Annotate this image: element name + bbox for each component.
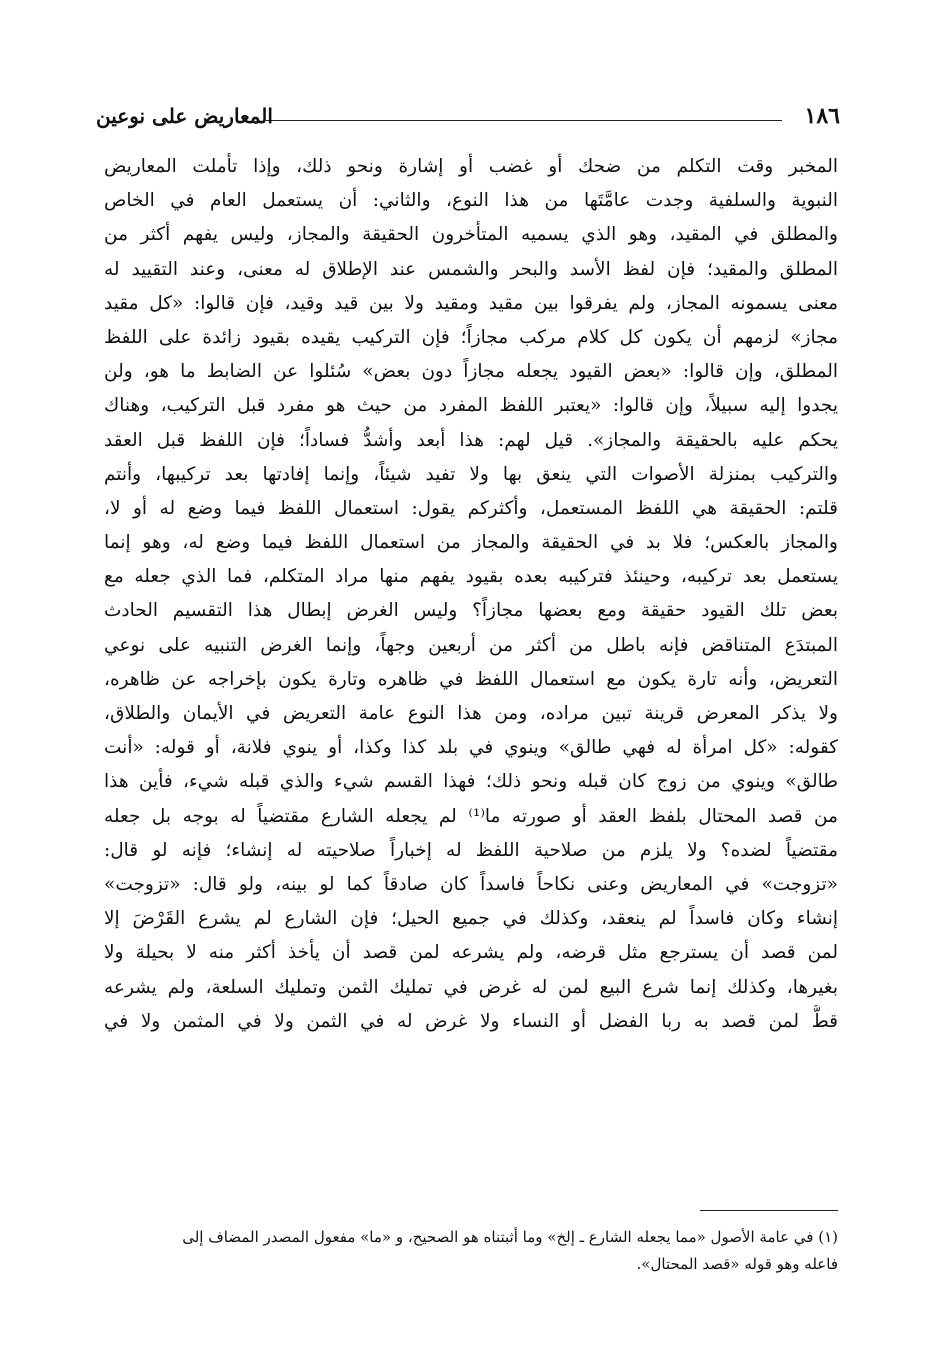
- text-line: المطلق، وإن قالوا: «بعض القيود يجعله مجازاً دون بعض» سُئلوا عن الضابط ما هو، ولن: [104, 361, 838, 383]
- text-line: يستعمل بعد تركيبه، وحينئذ فتركيبه بعده بقيود يفهم منها مراد المتكلم، فما الذي جعله مع: [104, 566, 838, 588]
- text-line: المخبر وقت التكلم من ضحك أو غضب أو إشارة ونحو ذلك، وإذا تأملت المعاريض: [104, 156, 838, 177]
- footnote-line: (١) في عامة الأصول «مما يجعله الشارع ـ إلخ» وما أثبتناه هو الصحيح، و «ما» مفعول المصدر المضاف إلى: [182, 1228, 838, 1246]
- text-line: قلتم: الحقيقة هي اللفظ المستعمل، وأكثركم يقول: استعمال اللفظ فيما وضع له أو لا،: [104, 497, 838, 519]
- main-text: [104, 150, 838, 1039]
- text-line: مقتضياً لضده؟ ولا يلزم من صلاحية اللفظ له إخباراً صلاحيته له إنشاء؛ فإنه لو قال:: [104, 839, 838, 861]
- footnote-rule: [700, 1210, 838, 1211]
- header-rule: [266, 120, 782, 121]
- text-line: لمن قصد أن يسترجع مثل قرضه، ولم يشرعه لمن قصد أن يأخذ أكثر منه لا بحيلة ولا: [104, 942, 838, 964]
- text-line: والتركيب بمنزلة الأصوات التي ينعق بها ولا تفيد شيئاً، وإنما إفادتها بعد تركيبها، وأنتم: [104, 463, 838, 485]
- page-number: ١٨٦: [804, 103, 840, 129]
- text-line: النبوية والسلفية وجدت عامَّتَها من هذا النوع، والثاني: أن يستعمل العام في الخاص: [104, 190, 838, 212]
- text-line: من قصد المحتال بلفظ العقد أو صورته ما⁽¹⁾ لم يجعله الشارع مقتضياً له بوجه بل جعله: [104, 805, 838, 827]
- text-line: التعريض، وأنه تارة يكون مع استعمال اللفظ في ظاهره وتارة يكون بإخراجه عن ظاهره،: [104, 668, 838, 690]
- text-line: طالق» وينوي من زوج كان قبله ونحو ذلك؛ فهذا القسم شيء والذي قبله شيء، فأين هذا: [104, 771, 838, 793]
- text-line: ولا يذكر المعرض قرينة تبين مراده، ومن هذا النوع عامة التعريض في الأيمان والطلاق،: [104, 703, 838, 724]
- text-line: يجدوا إليه سبيلاً، وإن قالوا: «يعتبر اللفظ المفرد من حيث هو مفرد قبل التركيب، وهناك: [104, 395, 838, 417]
- text-line: «تزوجت» في المعاريض وعنى نكاحاً فاسداً كان صادقاً كما لو بينه، ولو قال: «تزوجت»: [104, 873, 838, 895]
- text-line: قطُّ لمن قصد به ربا الفضل أو النساء ولا غرض له في الثمن ولا في المثمن ولا في: [104, 1010, 838, 1032]
- text-line: بغيرها، وكذلك إنما شرع البيع لمن له غرض في تمليك الثمن وتمليك السلعة، ولم يشرعه: [104, 976, 838, 998]
- text-line: والمجاز بالعكس؛ فلا بد في الحقيقة والمجاز من استعمال اللفظ فيما وضع له، وهو إنما: [104, 532, 838, 554]
- text-line: مجاز» لزمهم أن يكون كل كلام مركب مجازاً؛ فإن التركيب يقيده بقيود زائدة على اللفظ: [104, 326, 838, 348]
- page-header: [96, 96, 840, 136]
- text-line: معنى يسمونه المجاز، ولم يفرقوا بين مقيد ومقيد ولا بين قيد وقيد، فإن قالوا: «كل مقيد: [104, 292, 838, 314]
- text-line: والمطلق في المقيد، وهو الذي يسميه المتأخرون الحقيقة والمجاز، وليس يفهم أكثر من: [104, 224, 838, 246]
- text-line: بعض تلك القيود حقيقة ومع بعضها مجازاً؟ وليس الغرض إبطال هذا التقسيم الحادث: [104, 600, 838, 622]
- text-line: كقوله: «كل امرأة له فهي طالق» وينوي في بلد كذا وكذا، أو ينوي فلانة، أو قوله: «أنت: [104, 737, 838, 759]
- running-title: المعاريض على نوعين: [96, 104, 273, 128]
- footnotes: [104, 1224, 838, 1278]
- text-line: إنشاء وكان فاسداً لم ينعقد، وكذلك في جميع الحيل؛ فإن الشارع لم يشرع القَرْضَ إلا: [104, 908, 838, 930]
- footnote-line: فاعله وهو قوله «قصد المحتال».: [636, 1255, 838, 1273]
- text-line: يحكم عليه بالحقيقة والمجاز». قيل لهم: هذا أبعد وأشدُّ فساداً؛ فإن اللفظ قبل العقد: [104, 429, 838, 451]
- text-line: المطلق والمقيد؛ فإن لفظ الأسد والبحر والشمس عند الإطلاق له معنى، وعند التقييد له: [104, 258, 838, 280]
- text-line: المبتدَع المتناقض فإنه باطل من أكثر من أربعين وجهاً، وإنما الغرض التنبيه على نوعي: [104, 634, 838, 656]
